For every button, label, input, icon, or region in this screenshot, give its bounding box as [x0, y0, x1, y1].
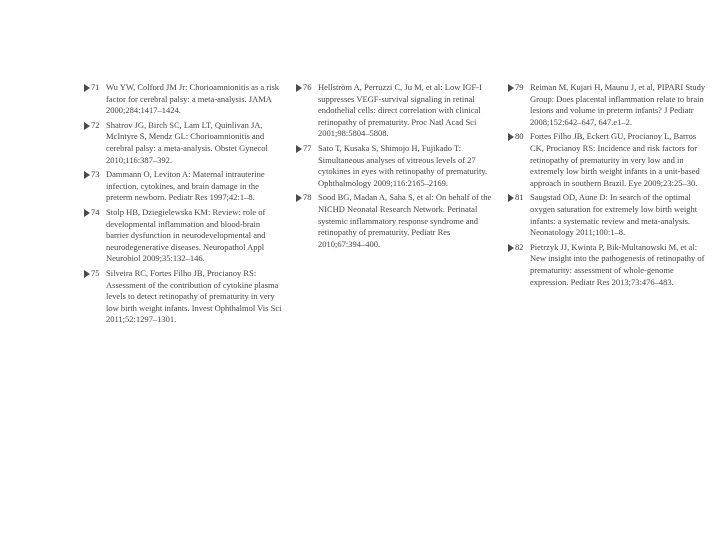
reference-number: 78	[303, 192, 312, 203]
reference-marker	[296, 143, 318, 155]
reference-text: Reiman M, Kujari H, Maunu J, et al, PIPARI Study Group: Does placental inflammation relate to brain lesions and volume in preterm infants? J Pediatr 2008;152:642–647, 647.e1–2.	[530, 82, 706, 127]
reference-item	[508, 82, 706, 128]
arrow-bullet-icon	[84, 84, 90, 92]
reference-number: 80	[515, 131, 524, 142]
reference-item	[84, 82, 282, 117]
reference-marker	[508, 82, 530, 94]
arrow-bullet-icon	[508, 133, 514, 141]
reference-marker	[84, 82, 106, 94]
reference-item	[84, 268, 282, 326]
reference-item	[84, 207, 282, 265]
reference-item	[84, 120, 282, 166]
reference-item	[296, 192, 494, 250]
arrow-bullet-icon	[296, 145, 302, 153]
reference-item	[508, 242, 706, 288]
reference-number: 73	[91, 169, 100, 180]
reference-marker	[84, 120, 106, 132]
reference-column-2	[296, 82, 494, 382]
reference-number: 72	[91, 119, 100, 130]
reference-marker	[84, 169, 106, 181]
reference-item	[296, 82, 494, 140]
reference-marker	[84, 268, 106, 280]
reference-marker	[508, 242, 530, 254]
reference-number: 81	[515, 192, 524, 203]
arrow-bullet-icon	[508, 194, 514, 202]
arrow-bullet-icon	[508, 84, 514, 92]
reference-marker	[296, 192, 318, 204]
reference-marker	[508, 131, 530, 143]
reference-number: 79	[515, 82, 524, 92]
reference-text: Fortes Filho JB, Eckert GU, Procianoy L, Barros CK, Procianoy RS: Incidence and risk factors for retinopathy of prematurity in very low and in extremely low birth weight infants in a unit-based approach in southern Brazil. Eye 2009;23:25–30.	[530, 131, 700, 188]
reference-number: 71	[91, 82, 100, 92]
reference-text: Stolp HB, Dziegielewska KM: Review: role of developmental inflammation and blood-brain barrier dysfunction in neurodevelopmental and neurodegenerative diseases. Neuropathol Appl Neurobiol 2009;35:132–146.	[106, 206, 266, 264]
arrow-bullet-icon	[84, 209, 90, 217]
reference-item	[296, 143, 494, 189]
reference-number: 82	[515, 241, 524, 252]
reference-number: 74	[91, 206, 100, 217]
reference-text: Shatrov JG, Birch SC, Lam LT, Quinlivan JA, McIntyre S, Mendz GL: Chorioamnionitis and cerebral palsy: a meta-analysis. Obstet Gynecol 2010;116:387–392.	[106, 119, 268, 165]
reference-columns	[84, 82, 710, 382]
arrow-bullet-icon	[296, 194, 302, 202]
arrow-bullet-icon	[508, 244, 514, 252]
reference-text: Hellström A, Perruzzi C, Ju M, et al: Low IGF-I suppresses VEGF-survival signaling in retinal endothelial cells: direct correlation with clinical retinopathy of prematurity. Proc Natl Acad Sci 2001;98:5804–5808.	[318, 82, 482, 139]
reference-text: Silveira RC, Fortes Filho JB, Procianoy RS: Assessment of the contribution of cytokine plasma levels to detect retinopathy of prematurity in very low birth weight infants. Invest Ophthalmol Vis Sci 2011;52:1297–1301.	[106, 267, 282, 325]
reference-text: Wu YW, Colford JM Jr: Chorioamnionitis as a risk factor for cerebral palsy: a meta-analysis. JAMA 2000;284:1417–1424.	[106, 82, 280, 116]
reference-number: 77	[303, 142, 312, 153]
reference-marker	[84, 207, 106, 219]
reference-item	[508, 131, 706, 189]
reference-text: Sato T, Kusaka S, Shimojo H, Fujikado T: Simultaneous analyses of vitreous levels of 27 cytokines in eyes with retinopathy of prematurity. Ophthalmology 2009;116:2165–2169.	[318, 142, 488, 188]
reference-text: Pietrzyk JJ, Kwinta P, Bik-Multanowski M, et al: New insight into the pathogenesis of retinopathy of prematurity: assessment of whole-genome expression. Pediatr Res 2013;73:476–483.	[530, 241, 705, 287]
arrow-bullet-icon	[84, 171, 90, 179]
reference-number: 75	[91, 267, 100, 278]
reference-text: Saugstad OD, Aune D: In search of the optimal oxygen saturation for extremely low birth weight infants: a systematic review and meta-analysis. Neonatology 2011;100:1–8.	[530, 192, 698, 238]
reference-item	[84, 169, 282, 204]
arrow-bullet-icon	[296, 84, 302, 92]
reference-column-1	[84, 82, 282, 382]
arrow-bullet-icon	[84, 122, 90, 130]
reference-marker	[508, 192, 530, 204]
reference-marker	[296, 82, 318, 94]
arrow-bullet-icon	[84, 270, 90, 278]
reference-number: 76	[303, 82, 312, 92]
reference-column-3	[508, 82, 706, 382]
reference-item	[508, 192, 706, 238]
reference-text: Dammann O, Leviton A: Maternal intrauterine infection, cytokines, and brain damage in the preterm newborn. Pediatr Res 1997;42:1–8.	[106, 169, 265, 203]
reference-text: Sood BG, Madan A, Saha S, et al: On behalf of the NICHD Neonatal Research Network. Perinatal systemic inflammatory response syndrome and retinopathy of prematurity. Pediatr Res 2010;67:394–400.	[318, 192, 492, 249]
